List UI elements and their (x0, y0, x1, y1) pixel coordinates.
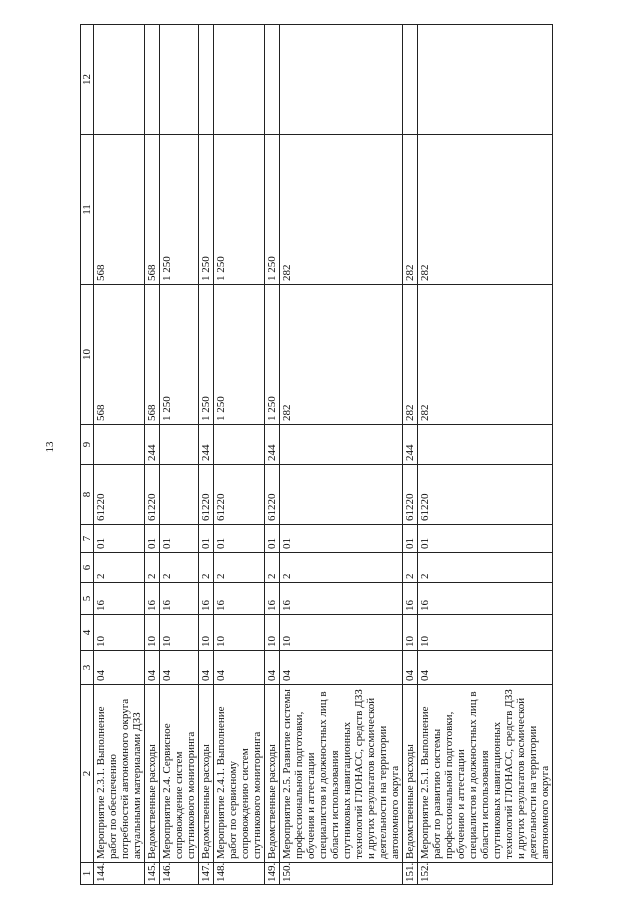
code-col-6: 2 (214, 553, 265, 583)
column-header: 5 (81, 583, 94, 615)
code-col-6: 2 (145, 553, 160, 583)
code-col-6: 2 (94, 553, 145, 583)
code-col-7: 01 (418, 525, 553, 553)
amount-col-11: 1 250 (265, 135, 280, 285)
code-col-4: 10 (265, 615, 280, 651)
row-number: 152. (418, 863, 553, 885)
code-col-3: 04 (418, 651, 553, 685)
row-number: 144. (94, 863, 145, 885)
code-col-8: 61220 (214, 465, 265, 525)
row-description: Ведомственные расходы (145, 685, 160, 863)
row-description: Мероприятие 2.5.1. Выполнение работ по развитию системы профессиональной подготовки, обучению и аттестации специалистов и должностных лиц в области использования спутниковых навигационных технологий ГЛОНАСС, средств ДЗЗ и других результатов космической деятельности на территории автономного округа (418, 685, 553, 863)
document-table-sheet (80, 25, 625, 885)
amount-col-11: 282 (280, 135, 403, 285)
code-col-4: 10 (160, 615, 199, 651)
code-col-7: 01 (265, 525, 280, 553)
column-header: 2 (81, 685, 94, 863)
column-header: 9 (81, 425, 94, 465)
table-row (199, 25, 214, 885)
code-col-5: 16 (214, 583, 265, 615)
code-col-5: 16 (403, 583, 418, 615)
amount-col-11: 1 250 (199, 135, 214, 285)
code-col-8: 61220 (94, 465, 145, 525)
row-number: 146. (160, 863, 199, 885)
amount-col-10: 568 (94, 285, 145, 425)
row-description: Мероприятие 2.4.1. Выполнение работ по сервисному сопровождению систем спутникового мониторинга (214, 685, 265, 863)
col-12 (160, 25, 199, 135)
row-description: Ведомственные расходы (199, 685, 214, 863)
col-12 (280, 25, 403, 135)
code-col-8: 61220 (418, 465, 553, 525)
code-col-7: 01 (214, 525, 265, 553)
row-number: 149. (265, 863, 280, 885)
row-description: Ведомственные расходы (265, 685, 280, 863)
amount-col-10: 1 250 (160, 285, 199, 425)
row-number: 147. (199, 863, 214, 885)
code-col-5: 16 (199, 583, 214, 615)
amount-col-11: 1 250 (160, 135, 199, 285)
table-row (280, 25, 403, 885)
amount-col-11: 568 (145, 135, 160, 285)
row-description: Мероприятие 2.5. Развитие системы профессиональной подготовки, обучения и аттестации специалистов и должностных лиц в области использования спутниковых навигационных технологий ГЛОНАСС, средств ДЗЗ и других результатов космической деятельности на территории автономного округа (280, 685, 403, 863)
table-row (403, 25, 418, 885)
column-header: 8 (81, 465, 94, 525)
code-col-5: 16 (280, 583, 403, 615)
column-number-row (81, 25, 94, 885)
code-col-8: 61220 (403, 465, 418, 525)
code-col-3: 04 (160, 651, 199, 685)
code-col-9: 244 (145, 425, 160, 465)
code-col-5: 16 (94, 583, 145, 615)
code-col-6: 2 (265, 553, 280, 583)
row-description: Ведомственные расходы (403, 685, 418, 863)
page-number: 13 (44, 441, 56, 453)
code-col-5: 16 (265, 583, 280, 615)
code-col-8: 61220 (199, 465, 214, 525)
column-header: 1 (81, 863, 94, 885)
table-row (418, 25, 553, 885)
code-col-9: 244 (403, 425, 418, 465)
code-col-3: 04 (265, 651, 280, 685)
amount-col-11: 282 (403, 135, 418, 285)
code-col-5: 16 (145, 583, 160, 615)
code-col-8: 61220 (145, 465, 160, 525)
column-header: 4 (81, 615, 94, 651)
code-col-6: 2 (418, 553, 553, 583)
column-header: 3 (81, 651, 94, 685)
code-col-7: 01 (199, 525, 214, 553)
table-row (145, 25, 160, 885)
code-col-3: 04 (214, 651, 265, 685)
amount-col-10: 282 (280, 285, 403, 425)
table-row (214, 25, 265, 885)
code-col-7: 01 (145, 525, 160, 553)
code-col-4: 10 (94, 615, 145, 651)
amount-col-10: 282 (403, 285, 418, 425)
amount-col-10: 1 250 (199, 285, 214, 425)
row-number: 151. (403, 863, 418, 885)
col-12 (265, 25, 280, 135)
row-number: 145. (145, 863, 160, 885)
column-header: 6 (81, 553, 94, 583)
code-col-7: 01 (94, 525, 145, 553)
amount-col-10: 1 250 (214, 285, 265, 425)
code-col-4: 10 (145, 615, 160, 651)
table-row (94, 25, 145, 885)
row-description: Мероприятие 2.4. Сервисное сопровождение систем спутникового мониторинга (160, 685, 199, 863)
code-col-9 (214, 425, 265, 465)
column-header: 12 (81, 25, 94, 135)
amount-col-10: 1 250 (265, 285, 280, 425)
code-col-4: 10 (280, 615, 403, 651)
code-col-9 (160, 425, 199, 465)
code-col-6: 2 (160, 553, 199, 583)
code-col-9 (280, 425, 403, 465)
code-col-3: 04 (280, 651, 403, 685)
code-col-4: 10 (403, 615, 418, 651)
code-col-6: 2 (199, 553, 214, 583)
column-header: 7 (81, 525, 94, 553)
col-12 (145, 25, 160, 135)
code-col-8: 61220 (265, 465, 280, 525)
table-row (265, 25, 280, 885)
code-col-5: 16 (160, 583, 199, 615)
code-col-3: 04 (403, 651, 418, 685)
column-header: 10 (81, 285, 94, 425)
amount-col-10: 568 (145, 285, 160, 425)
amount-col-10: 282 (418, 285, 553, 425)
code-col-4: 10 (214, 615, 265, 651)
table-row (160, 25, 199, 885)
code-col-8 (160, 465, 199, 525)
col-12 (418, 25, 553, 135)
code-col-6: 2 (280, 553, 403, 583)
amount-col-11: 282 (418, 135, 553, 285)
col-12 (214, 25, 265, 135)
code-col-3: 04 (94, 651, 145, 685)
amount-col-11: 568 (94, 135, 145, 285)
amount-col-11: 1 250 (214, 135, 265, 285)
code-col-8 (280, 465, 403, 525)
col-12 (94, 25, 145, 135)
code-col-3: 04 (199, 651, 214, 685)
code-col-7: 01 (280, 525, 403, 553)
row-description: Мероприятие 2.3.1. Выполнение работ по обеспечению потребностей автономного округа актуальными материалами ДЗЗ (94, 685, 145, 863)
column-header: 11 (81, 135, 94, 285)
code-col-7: 01 (403, 525, 418, 553)
code-col-9 (94, 425, 145, 465)
row-number: 150. (280, 863, 403, 885)
code-col-9: 244 (199, 425, 214, 465)
code-col-6: 2 (403, 553, 418, 583)
code-col-4: 10 (418, 615, 553, 651)
col-12 (199, 25, 214, 135)
col-12 (403, 25, 418, 135)
budget-table (80, 24, 553, 885)
code-col-5: 16 (418, 583, 553, 615)
code-col-9 (418, 425, 553, 465)
code-col-9: 244 (265, 425, 280, 465)
row-number: 148. (214, 863, 265, 885)
code-col-3: 04 (145, 651, 160, 685)
code-col-7: 01 (160, 525, 199, 553)
code-col-4: 10 (199, 615, 214, 651)
